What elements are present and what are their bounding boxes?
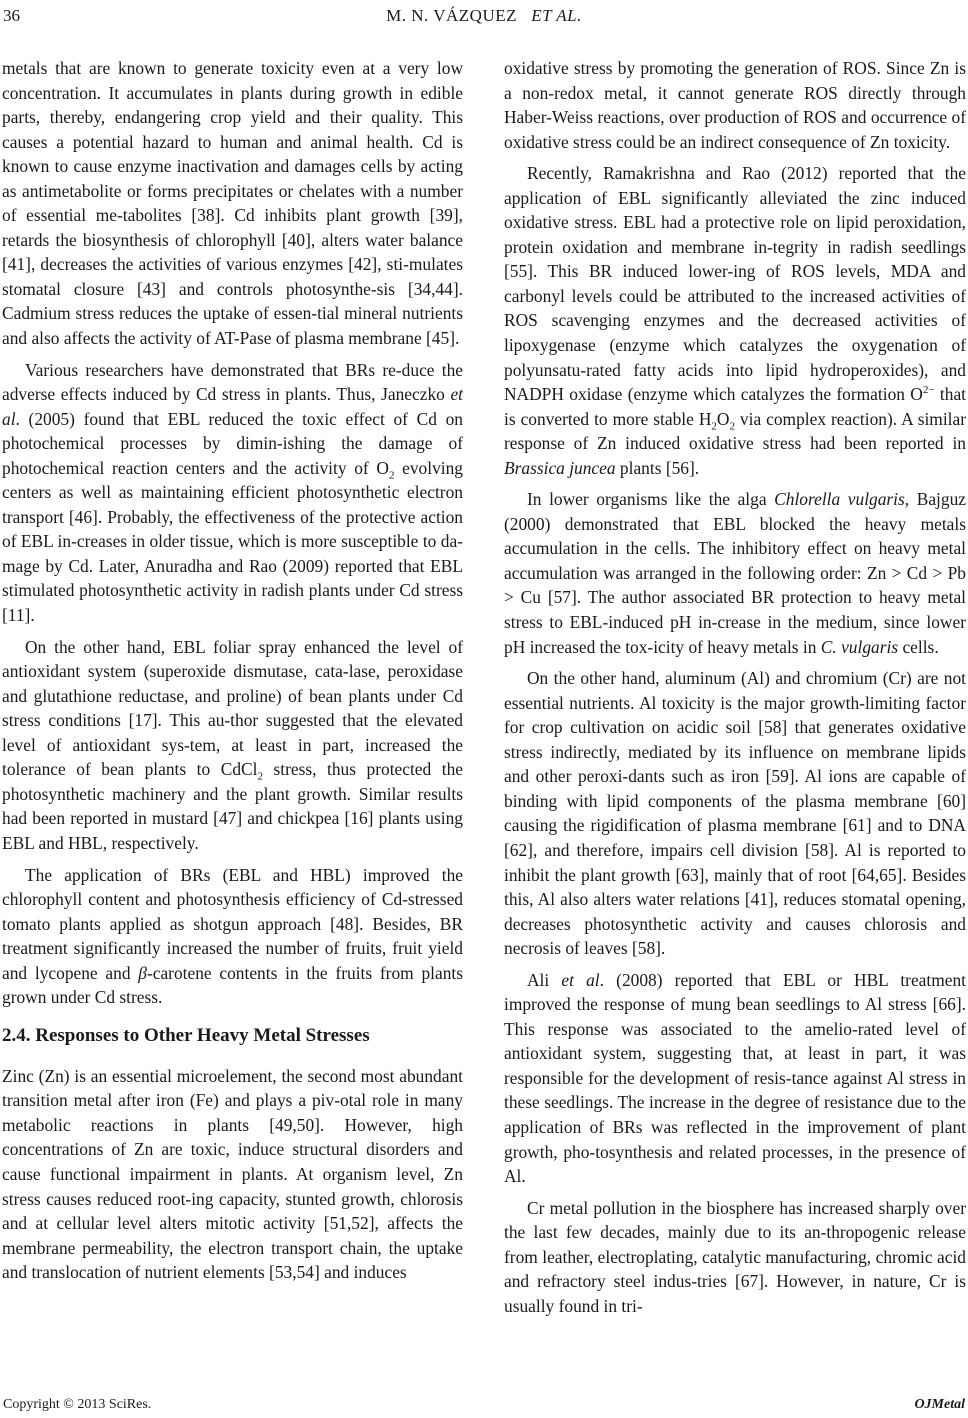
- paragraph: In lower organisms like the alga Chlorella vulgaris, Bajguz (2000) demonstrated that EBL blocked the heavy metals accumulation in the cells. The inhibitory effect on heavy metal accumulation was arranged in the following order: Zn > Cd > Pb > Cu [57]. The author associated BR protection to heavy metal stress to EBL-induced pH in-crease in the medium, since lower pH increased the tox-icity of heavy metals in C. vulgaris cells.: [504, 489, 966, 657]
- paragraph: Ali et al. (2008) reported that EBL or HBL treatment improved the response of mung bean seedlings to Al stress [66]. This response was associated to the amelio-rated level of antioxidant system, suggesting that, at least in part, it was responsible for the development of resis-tance against Al stress in these seedlings. The increase in the degree of resistance due to the application of BRs was reflected in the improvement of plant growth, pho-tosynthesis and related processes, in the presence of Al.: [504, 969, 966, 1187]
- paragraph: On the other hand, EBL foliar spray enhanced the level of antioxidant system (superoxide dismutase, cata-lase, peroxidase and glutathione reductase, and proline) of bean plants under Cd stress conditions [17]. This au-thor suggested that the elevated level of antioxidant sys-tem, at least in part, increased the tolerance of bean plants to CdCl$_2$ stress, thus protected the photosynthetic machinery and the plant growth. Similar results had been reported in mustard [47] and chickpea [16] plants using EBL and HBL, respectively.: [2, 636, 463, 853]
- running-head-etal: ET AL.: [531, 6, 582, 25]
- section-heading: 2.4. Responses to Other Heavy Metal Stresses: [2, 1024, 370, 1046]
- paragraph: metals that are known to generate toxicity even at a very low concentration. It accumulates in plants during growth in edible parts, thereby, endangering crop yield and their quality. This causes a potential hazard to human and animal health. Cd is known to cause enzyme inactivation and damages cells by acting as antimetabolite or forms precipitates or chelates with a number of essential me-tabolites [38]. Cd inhibits plant growth [39], retards the biosynthesis of chlorophyll [40], alters water balance [41], decreases the activities of various enzymes [42], sti-mulates stomatal closure [43] and controls photosynthe-sis [34,44]. Cadmium stress reduces the uptake of essen-tial mineral nutrients and also affects the activity of AT-Pase of plasma membrane [45].: [2, 58, 463, 349]
- paragraph: Recently, Ramakrishna and Rao (2012) reported that the application of EBL significantly alleviated the zinc induced oxidative stress. EBL had a protective role on lipid peroxidation, protein oxidation and membrane in-tegrity in radish seedlings [55]. This BR induced lower-ing of ROS levels, MDA and carbonyl levels could be attributed to the increased activities of ROS scavenging enzymes and the decreased activities of lipoxygenase (enzyme which catalyzes the oxygenation of polyunsatu-rated fatty acids into lipid hydroperoxides), and NADPH oxidase (enzyme which catalyzes the formation $O^{2-}$ that is converted to more stable $H_2O_2$ via complex reaction). A similar response of Zn induced oxidative stress had been reported in Brassica juncea plants [56].: [504, 163, 967, 478]
- running-head-author: M. N. VÁZQUEZ: [386, 6, 518, 25]
- running-head: [0, 6, 968, 26]
- paragraph: Various researchers have demonstrated that BRs re-duce the adverse effects induced by Cd stress in plants. Thus, Janeczko et al. (2005) found that EBL reduced the toxic effect of Cd on photochemical processes by dimin-ishing the damage of photochemical reaction centers and the activity of $O_2$ evolving centers as well as maintaining efficient photosynthetic electron transport [46]. Probably, the effectiveness of the protective action of EBL in-creases in older tissue, which is more susceptible to da-mage by Cd. Later, Anuradha and Rao (2009) reported that EBL stimulated photosynthetic activity in radish plants under Cd stress [11].: [2, 359, 463, 626]
- paragraph: The application of BRs (EBL and HBL) improved the chlorophyll content and photosynthesis efficiency of Cd-stressed tomato plants applied as shotgun approach [48]. Besides, BR treatment significantly increased the number of fruits, fruit yield and lycopene and β-carotene contents in the fruits from plants grown under Cd stress.: [2, 864, 463, 1008]
- page-footer: [0, 1397, 968, 1417]
- paragraph: oxidative stress by promoting the generation of ROS. Since Zn is a non-redox metal, it cannot generate ROS directly through Haber-Weiss reactions, over production of ROS and occurrence of oxidative stress could be an indirect consequence of Zn toxicity.: [504, 58, 966, 152]
- page-header: [0, 6, 968, 32]
- paragraph: On the other hand, aluminum (Al) and chromium (Cr) are not essential nutrients. Al toxicity is the major growth-limiting factor for crop cultivation on acidic soil [58] that generates oxidative stress indirectly, mediated by its influence on membrane lipids and other peroxi-dants such as iron [59]. Al ions are capable of binding with lipid components of the plasma membrane [60] causing the rigidification of plasma membrane [61] and to DNA [62], and therefore, impairs cell division [58]. Al is reported to inhibit the plant growth [63], mainly that of root [64,65]. Besides this, Al also alters water relations [41], reduces stomatal opening, decreases photosynthetic activity and causes chlorosis and necrosis of leaves [58].: [504, 668, 966, 959]
- journal-name: OJMetal: [914, 1397, 965, 1412]
- paragraph: Zinc (Zn) is an essential microelement, the second most abundant transition metal after iron (Fe) and plays a piv-otal role in many metabolic reactions in plants [49,50]. However, high concentrations of Zn are toxic, induce structural disorders and cause functional impairment in plants. At organism level, Zn stress causes reduced root-ing capacity, stunted growth, chlorosis and at cellular level alters mitotic activity [51,52], affects the membrane permeability, the electron transport chain, the uptake and translocation of nutrient elements [53,54] and induces: [2, 1065, 463, 1283]
- right-column: [504, 56, 966, 1325]
- paragraph: Cr metal pollution in the biosphere has increased sharply over the last few decades, mainly due to its an-thropogenic release from leather, electroplating, catalytic manufacturing, chromic acid and refractory steel indus-tries [67]. However, in nature, Cr is usually found in tri-: [504, 1197, 966, 1316]
- copyright-notice: Copyright © 2013 SciRes.: [3, 1397, 152, 1412]
- page-number: 36: [3, 6, 20, 25]
- left-column: [2, 56, 463, 1292]
